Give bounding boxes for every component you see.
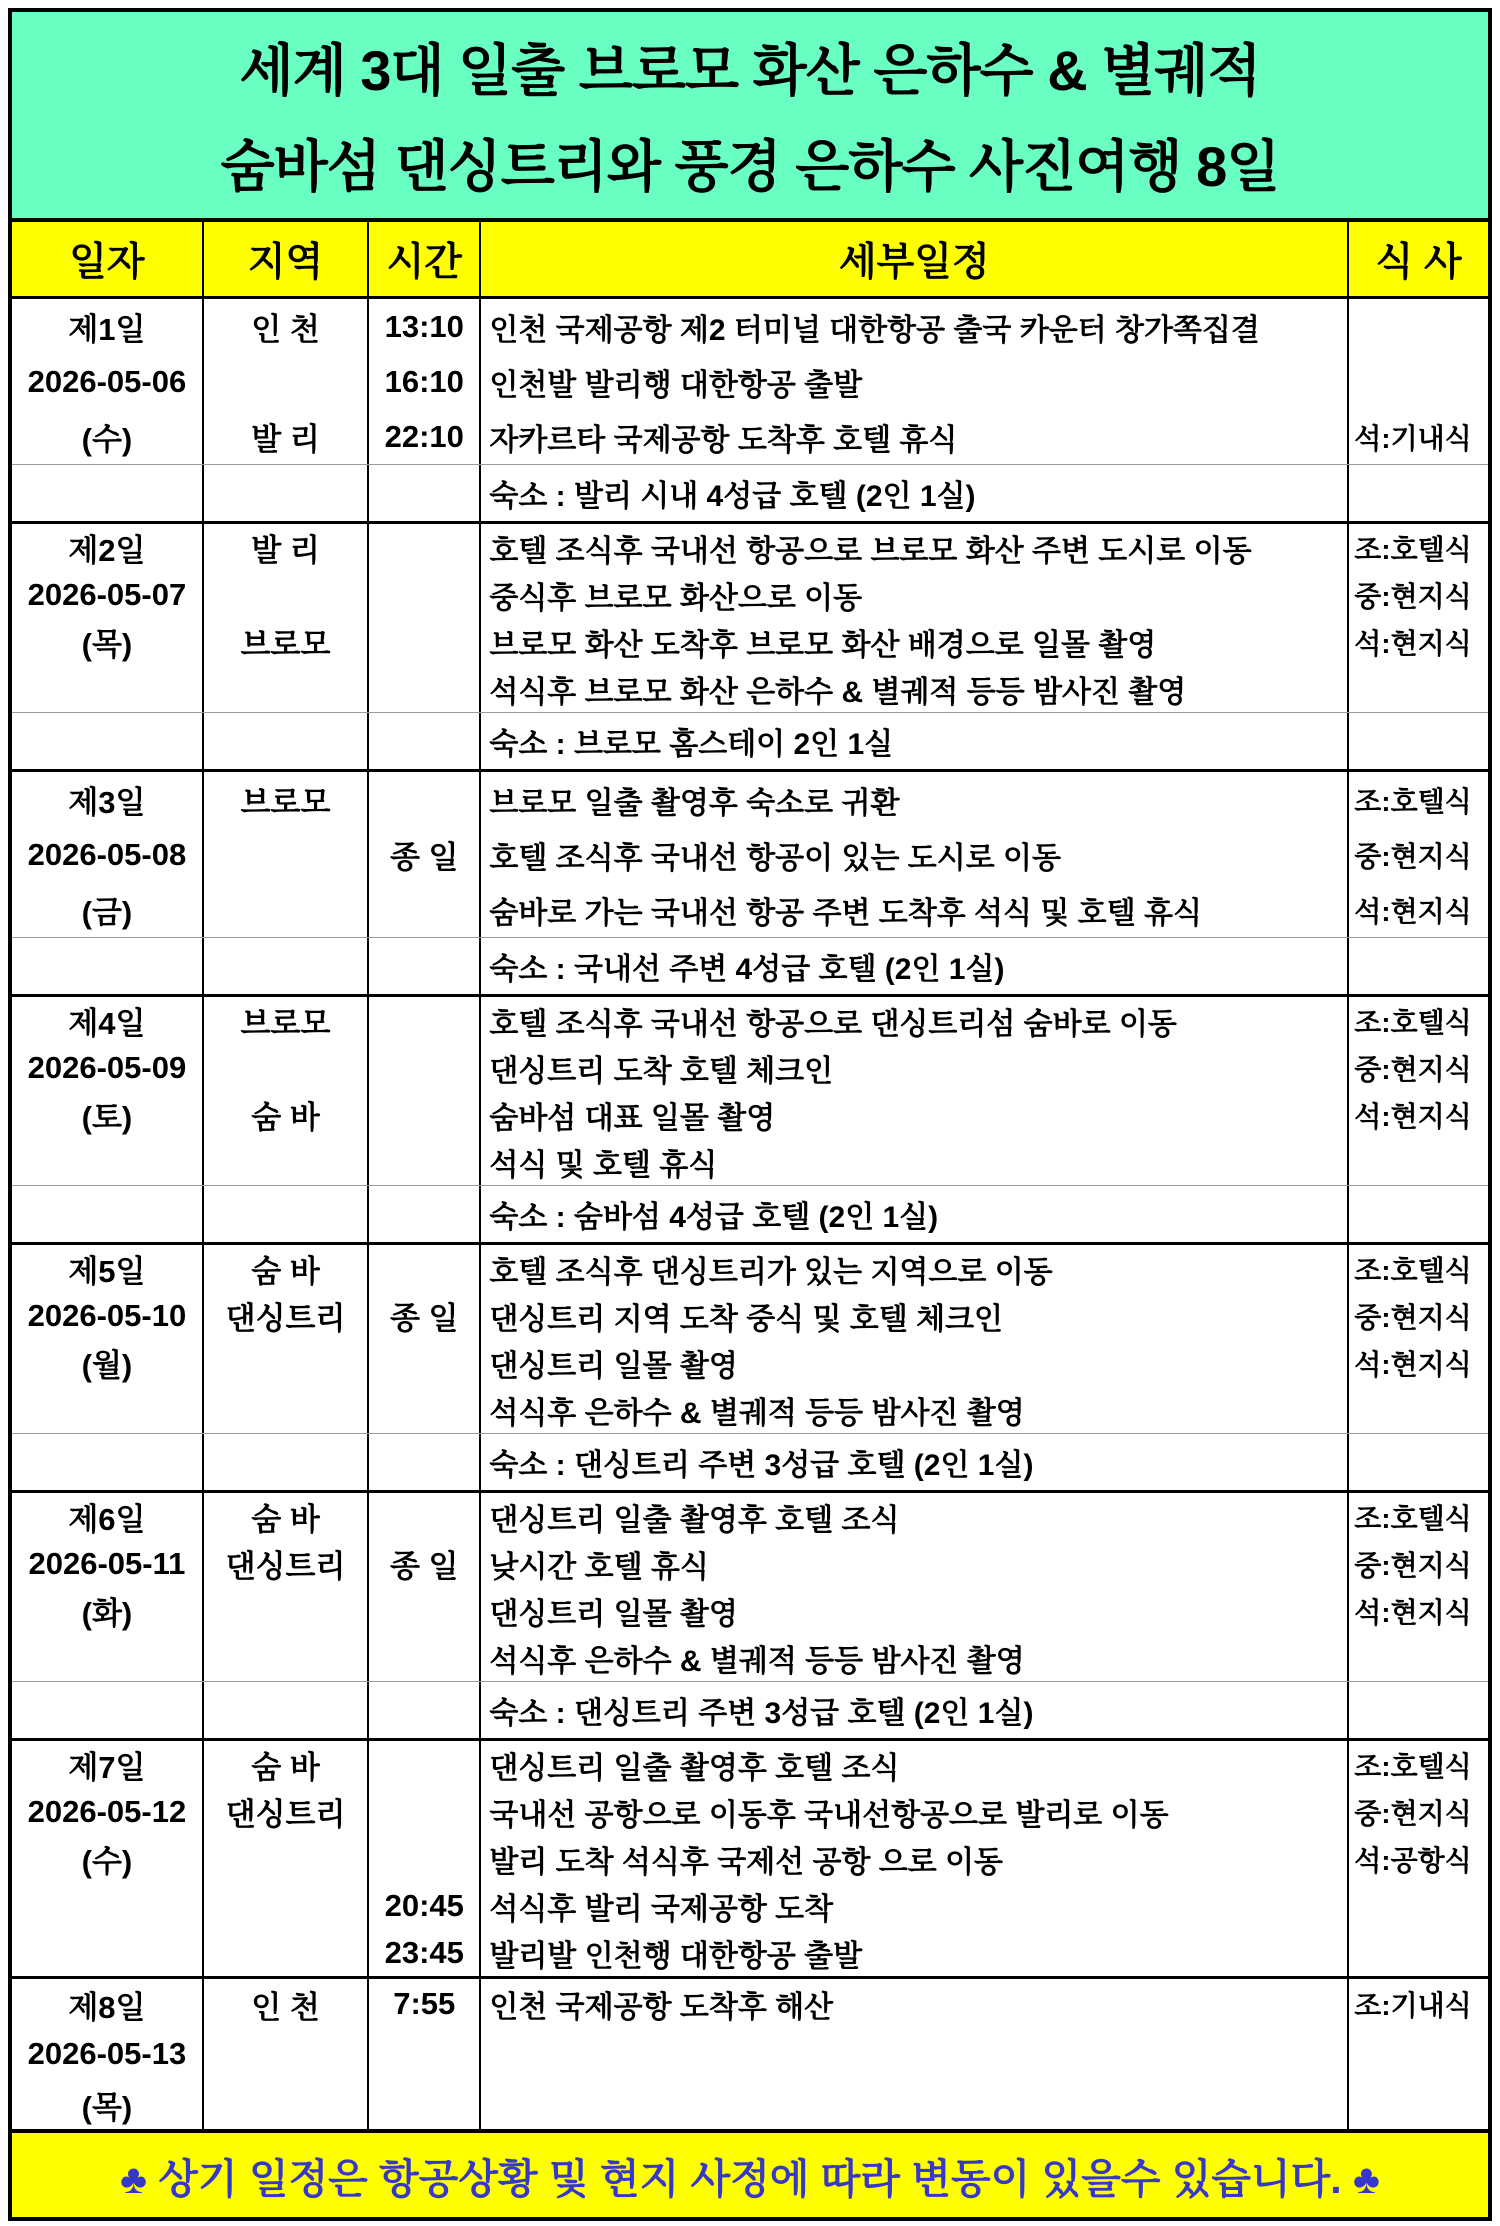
time-value: 20:45: [384, 1887, 464, 1923]
day-schedule-row: [12, 1493, 1488, 1681]
meal-cell: [1349, 524, 1488, 712]
schedule-line: [481, 2079, 1347, 2129]
day-block: [12, 772, 1488, 997]
meal-cell: [1349, 299, 1488, 464]
lodging-line: 숙소 : 숨바섬 4성급 호텔 (2인 1실): [489, 1201, 939, 1234]
day-schedule-row: [12, 997, 1488, 1185]
lodging-region-spacer: [204, 1682, 369, 1738]
time-cell: [369, 299, 481, 464]
header-meals: 식 사: [1375, 241, 1462, 284]
time-value: 13:10: [384, 308, 464, 344]
region-label: [204, 1634, 367, 1681]
schedule-line: 브로모 일출 촬영후 숙소로 귀환: [489, 786, 900, 820]
day-block: [12, 1245, 1488, 1493]
lodging-meal-spacer: [1349, 1434, 1488, 1490]
time-value: [369, 1386, 479, 1433]
header-region: 지역: [204, 222, 369, 296]
lodging-cell: [481, 465, 1349, 521]
lodging-line: 숙소 : 댄싱트리 주변 3성급 호텔 (2인 1실): [489, 1697, 1034, 1730]
day-weekday: [12, 1138, 202, 1185]
day-label: 제3일: [68, 785, 146, 820]
lodging-region-spacer: [204, 938, 369, 994]
lodging-date-spacer: [12, 1682, 204, 1738]
day-label: 제8일: [68, 1989, 146, 2025]
date-cell: [12, 1979, 204, 2129]
header-time: 시간: [369, 222, 481, 296]
day-weekday: (목): [81, 2089, 133, 2125]
meal-value: [1349, 354, 1488, 409]
lodging-line: 숙소 : 발리 시내 4성급 호텔 (2인 1실): [489, 480, 976, 513]
region-label: 발 리: [251, 422, 320, 457]
header-date: 일자: [12, 222, 204, 296]
region-label: [204, 1339, 367, 1386]
day-schedule-row: [12, 1979, 1488, 2129]
day-block: [12, 1493, 1488, 1741]
day-date: 2026-05-13: [27, 2036, 187, 2071]
lodging-date-spacer: [12, 1434, 204, 1490]
meal-value: 석:현지식: [1354, 895, 1472, 927]
date-cell: [12, 524, 204, 712]
region-label: 인 천: [251, 312, 320, 347]
lodging-cell: [481, 713, 1349, 769]
date-cell: [12, 772, 204, 937]
time-value: 16:10: [384, 363, 464, 399]
lodging-time-spacer: [369, 938, 481, 994]
footer-note: [12, 2129, 1488, 2217]
day-date: 2026-05-07: [27, 576, 187, 612]
day-date: 2026-05-10: [27, 1297, 187, 1333]
schedule-line: 호텔 조식후 국내선 항공이 있는 도시로 이동: [489, 841, 1061, 875]
date-cell: [12, 1741, 204, 1976]
meal-value: 조:호텔식: [1354, 1006, 1472, 1038]
meal-value: 중:현지식: [1354, 1053, 1472, 1085]
schedule-line: 숨바로 가는 국내선 항공 주변 도착후 석식 및 호텔 휴식: [489, 896, 1202, 930]
schedule-line: 숨바섬 대표 일몰 촬영: [489, 1101, 776, 1135]
region-label: [204, 354, 367, 409]
day-weekday: (월): [81, 1348, 133, 1383]
lodging-cell: [481, 1682, 1349, 1738]
footer-text: ♣ 상기 일정은 항공상황 및 현지 사정에 따라 변동이 있을수 있습니다. ♣: [120, 2155, 1380, 2202]
lodging-date-spacer: [12, 713, 204, 769]
region-label: [204, 2079, 367, 2129]
time-value: 22:10: [384, 418, 464, 454]
schedule-line: 댄싱트리 일출 촬영후 호텔 조식: [489, 1503, 900, 1537]
schedule-cell: [481, 524, 1349, 712]
time-cell: [369, 997, 481, 1185]
lodging-region-spacer: [204, 713, 369, 769]
meal-value: [1349, 1138, 1488, 1185]
time-value: [369, 1835, 479, 1882]
day-label: 제2일: [68, 533, 146, 568]
meal-value: 석:현지식: [1354, 1100, 1472, 1132]
day-date: 2026-05-12: [27, 1793, 187, 1829]
meal-value: 석:현지식: [1354, 1348, 1472, 1380]
title-line-1: 세계 3대 일출 브로모 화산 은하수 & 별궤적: [239, 39, 1261, 103]
region-label: 숨 바: [251, 1750, 320, 1785]
schedule-cell: [481, 1493, 1349, 1681]
time-value: [369, 882, 479, 937]
itinerary-body: [12, 299, 1488, 2129]
day-schedule-row: [12, 524, 1488, 712]
meal-value: [1349, 1634, 1488, 1681]
meal-cell: [1349, 1493, 1488, 1681]
lodging-meal-spacer: [1349, 1682, 1488, 1738]
region-label: [204, 1044, 367, 1091]
day-date: 2026-05-06: [27, 363, 187, 399]
region-label: [204, 827, 367, 882]
day-date: 2026-05-08: [27, 836, 187, 872]
region-label: 숨 바: [251, 1254, 320, 1289]
lodging-region-spacer: [204, 1186, 369, 1242]
time-cell: [369, 524, 481, 712]
schedule-cell: [481, 1245, 1349, 1433]
meal-value: [1349, 665, 1488, 712]
region-cell: [204, 1493, 369, 1681]
region-label: [204, 1386, 367, 1433]
schedule-line: [481, 2029, 1347, 2079]
meal-cell: [1349, 772, 1488, 937]
table-header: [12, 222, 1488, 299]
region-label: 브로모: [240, 1006, 331, 1041]
meal-value: 조:호텔식: [1354, 1750, 1472, 1782]
schedule-line: 석식후 은하수 & 별궤적 등등 밤사진 촬영: [489, 1396, 1025, 1430]
lodging-time-spacer: [369, 465, 481, 521]
lodging-row: [12, 712, 1488, 769]
lodging-time-spacer: [369, 1682, 481, 1738]
meal-value: 석:현지식: [1354, 1596, 1472, 1628]
day-weekday: [12, 1634, 202, 1681]
meal-value: 중:현지식: [1354, 1549, 1472, 1581]
region-label: 댄싱트리: [225, 1797, 346, 1832]
schedule-line: 발리발 인천행 대한항공 출발: [489, 1939, 863, 1973]
schedule-cell: [481, 772, 1349, 937]
schedule-line: 댄싱트리 지역 도착 중식 및 호텔 체크인: [489, 1302, 1004, 1336]
meal-value: 조:호텔식: [1354, 533, 1472, 565]
time-value: [369, 1741, 479, 1788]
region-label: [204, 1882, 367, 1929]
schedule-line: 댄싱트리 도착 호텔 체크인: [489, 1054, 834, 1088]
day-weekday: [12, 1929, 202, 1976]
time-value: [369, 2079, 479, 2129]
region-label: 인 천: [251, 1989, 320, 2025]
time-value: [369, 1339, 479, 1386]
lodging-meal-spacer: [1349, 1186, 1488, 1242]
time-value: [369, 1587, 479, 1634]
schedule-line: 자카르타 국제공항 도착후 호텔 휴식: [489, 423, 958, 457]
lodging-time-spacer: [369, 1434, 481, 1490]
region-label: [204, 882, 367, 937]
day-weekday: (화): [81, 1596, 133, 1631]
schedule-line: 호텔 조식후 국내선 항공으로 댄싱트리섬 숨바로 이동: [489, 1007, 1177, 1041]
time-value: 23:45: [384, 1934, 464, 1970]
day-schedule-row: [12, 1741, 1488, 1976]
day-schedule-row: [12, 299, 1488, 464]
day-date: 2026-05-09: [27, 1049, 187, 1085]
itinerary-sheet: [8, 8, 1492, 2221]
time-value: [369, 1788, 479, 1835]
header-schedule: 세부일정: [481, 222, 1349, 296]
meal-value: 조:기내식: [1354, 1990, 1472, 2021]
schedule-line: 중식후 브로모 화산으로 이동: [489, 581, 863, 615]
schedule-cell: [481, 299, 1349, 464]
meal-cell: [1349, 1979, 1488, 2129]
meal-value: 조:호텔식: [1354, 1502, 1472, 1534]
region-cell: [204, 524, 369, 712]
meal-cell: [1349, 1245, 1488, 1433]
day-weekday: (금): [81, 895, 133, 930]
meal-value: 중:현지식: [1354, 580, 1472, 612]
time-value: 종 일: [390, 840, 459, 875]
schedule-line: 발리 도착 석식후 국제선 공항 으로 이동: [489, 1845, 1004, 1879]
schedule-line: 인천 국제공항 도착후 해산: [489, 1991, 834, 2024]
schedule-cell: [481, 1741, 1349, 1976]
lodging-meal-spacer: [1349, 713, 1488, 769]
region-cell: [204, 1741, 369, 1976]
day-label: 제5일: [68, 1254, 146, 1289]
lodging-date-spacer: [12, 938, 204, 994]
lodging-time-spacer: [369, 1186, 481, 1242]
lodging-row: [12, 937, 1488, 994]
region-label: 댄싱트리: [225, 1549, 346, 1584]
lodging-line: 숙소 : 국내선 주변 4성급 호텔 (2인 1실): [489, 953, 1005, 986]
day-weekday: (수): [81, 422, 133, 457]
time-value: [369, 2029, 479, 2079]
meal-cell: [1349, 997, 1488, 1185]
schedule-line: 브로모 화산 도착후 브로모 화산 배경으로 일몰 촬영: [489, 628, 1157, 662]
lodging-meal-spacer: [1349, 465, 1488, 521]
date-cell: [12, 997, 204, 1185]
time-value: [369, 772, 479, 827]
time-value: 종 일: [390, 1301, 459, 1336]
meal-value: [1349, 1929, 1488, 1976]
lodging-row: [12, 1681, 1488, 1738]
meal-value: 조:호텔식: [1354, 1254, 1472, 1286]
meal-value: 석:기내식: [1354, 422, 1472, 454]
lodging-time-spacer: [369, 713, 481, 769]
region-label: [204, 1929, 367, 1976]
region-label: 브로모: [240, 785, 331, 820]
time-value: [369, 1634, 479, 1681]
meal-value: 석:공항식: [1354, 1844, 1472, 1876]
day-date: 2026-05-11: [28, 1545, 186, 1581]
meal-value: 중:현지식: [1354, 1797, 1472, 1829]
time-cell: [369, 1245, 481, 1433]
lodging-row: [12, 1433, 1488, 1490]
region-cell: [204, 997, 369, 1185]
meal-value: 석:현지식: [1354, 627, 1472, 659]
meal-value: [1349, 299, 1488, 354]
time-cell: [369, 1979, 481, 2129]
meal-value: 중:현지식: [1354, 1301, 1472, 1333]
meal-value: [1349, 2029, 1488, 2079]
schedule-line: 댄싱트리 일출 촬영후 호텔 조식: [489, 1751, 900, 1785]
region-cell: [204, 1979, 369, 2129]
time-value: [369, 1044, 479, 1091]
day-block: [12, 299, 1488, 524]
schedule-line: 석식 및 호텔 휴식: [489, 1148, 718, 1182]
day-weekday: [12, 665, 202, 712]
day-weekday: (목): [81, 627, 133, 662]
schedule-line: 댄싱트리 일몰 촬영: [489, 1349, 738, 1383]
region-label: 브로모: [240, 627, 331, 662]
schedule-line: 국내선 공항으로 이동후 국내선항공으로 발리로 이동: [489, 1798, 1169, 1832]
date-cell: [12, 1493, 204, 1681]
region-cell: [204, 1245, 369, 1433]
region-label: [204, 2029, 367, 2079]
day-label: 제7일: [68, 1750, 146, 1785]
lodging-line: 숙소 : 브로모 홈스테이 2인 1실: [489, 728, 894, 761]
day-label: 제1일: [68, 312, 146, 347]
schedule-line: 낮시간 호텔 휴식: [489, 1550, 709, 1584]
schedule-line: 석식후 브로모 화산 은하수 & 별궤적 등등 밤사진 촬영: [489, 675, 1187, 709]
date-cell: [12, 299, 204, 464]
meal-value: 조:호텔식: [1354, 785, 1472, 817]
region-label: [204, 1138, 367, 1185]
time-value: [369, 1493, 479, 1540]
lodging-date-spacer: [12, 465, 204, 521]
lodging-date-spacer: [12, 1186, 204, 1242]
meal-value: [1349, 1882, 1488, 1929]
schedule-line: 호텔 조식후 국내선 항공으로 브로모 화산 주변 도시로 이동: [489, 534, 1252, 568]
schedule-line: 인천 국제공항 제2 터미널 대한항공 출국 카운터 창가쪽집결: [489, 313, 1260, 347]
meal-cell: [1349, 1741, 1488, 1976]
time-value: [369, 997, 479, 1044]
day-block: [12, 997, 1488, 1245]
time-value: [369, 571, 479, 618]
region-label: 숨 바: [251, 1100, 320, 1135]
lodging-row: [12, 1185, 1488, 1242]
lodging-cell: [481, 1434, 1349, 1490]
date-cell: [12, 1245, 204, 1433]
region-label: 숨 바: [251, 1502, 320, 1537]
time-value: 종 일: [390, 1549, 459, 1584]
day-schedule-row: [12, 772, 1488, 937]
region-label: [204, 665, 367, 712]
lodging-cell: [481, 938, 1349, 994]
region-label: 발 리: [251, 533, 320, 568]
region-cell: [204, 299, 369, 464]
schedule-line: 석식후 은하수 & 별궤적 등등 밤사진 촬영: [489, 1644, 1025, 1678]
time-value: [369, 618, 479, 665]
meal-value: [1349, 1386, 1488, 1433]
title-line-2: 숨바섬 댄싱트리와 풍경 은하수 사진여행 8일: [220, 134, 1280, 198]
day-label: 제4일: [68, 1006, 146, 1041]
region-label: [204, 1587, 367, 1634]
lodging-row: [12, 464, 1488, 521]
time-cell: [369, 772, 481, 937]
time-value: 7:55: [393, 1986, 456, 2021]
region-cell: [204, 772, 369, 937]
day-weekday: (토): [81, 1100, 133, 1135]
time-value: [369, 665, 479, 712]
lodging-region-spacer: [204, 465, 369, 521]
title-block: [12, 12, 1488, 222]
time-cell: [369, 1741, 481, 1976]
schedule-cell: [481, 997, 1349, 1185]
schedule-line: 석식후 발리 국제공항 도착: [489, 1892, 834, 1926]
time-value: [369, 1091, 479, 1138]
region-label: 댄싱트리: [225, 1301, 346, 1336]
time-cell: [369, 1493, 481, 1681]
day-block: [12, 1979, 1488, 2129]
day-block: [12, 1741, 1488, 1979]
region-label: [204, 1835, 367, 1882]
lodging-region-spacer: [204, 1434, 369, 1490]
meal-value: [1349, 2079, 1488, 2129]
region-label: [204, 571, 367, 618]
lodging-cell: [481, 1186, 1349, 1242]
day-label: 제6일: [68, 1502, 146, 1537]
day-weekday: [12, 1386, 202, 1433]
meal-value: 중:현지식: [1354, 840, 1472, 872]
schedule-line: 댄싱트리 일몰 촬영: [489, 1597, 738, 1631]
time-value: [369, 1138, 479, 1185]
schedule-cell: [481, 1979, 1349, 2129]
day-schedule-row: [12, 1245, 1488, 1433]
schedule-line: 호텔 조식후 댄싱트리가 있는 지역으로 이동: [489, 1255, 1053, 1289]
time-value: [369, 1245, 479, 1292]
schedule-line: 인천발 발리행 대한항공 출발: [489, 368, 863, 402]
day-block: [12, 524, 1488, 772]
day-weekday: [12, 1882, 202, 1929]
day-weekday: (수): [81, 1844, 133, 1879]
time-value: [369, 524, 479, 571]
lodging-line: 숙소 : 댄싱트리 주변 3성급 호텔 (2인 1실): [489, 1449, 1034, 1482]
lodging-meal-spacer: [1349, 938, 1488, 994]
